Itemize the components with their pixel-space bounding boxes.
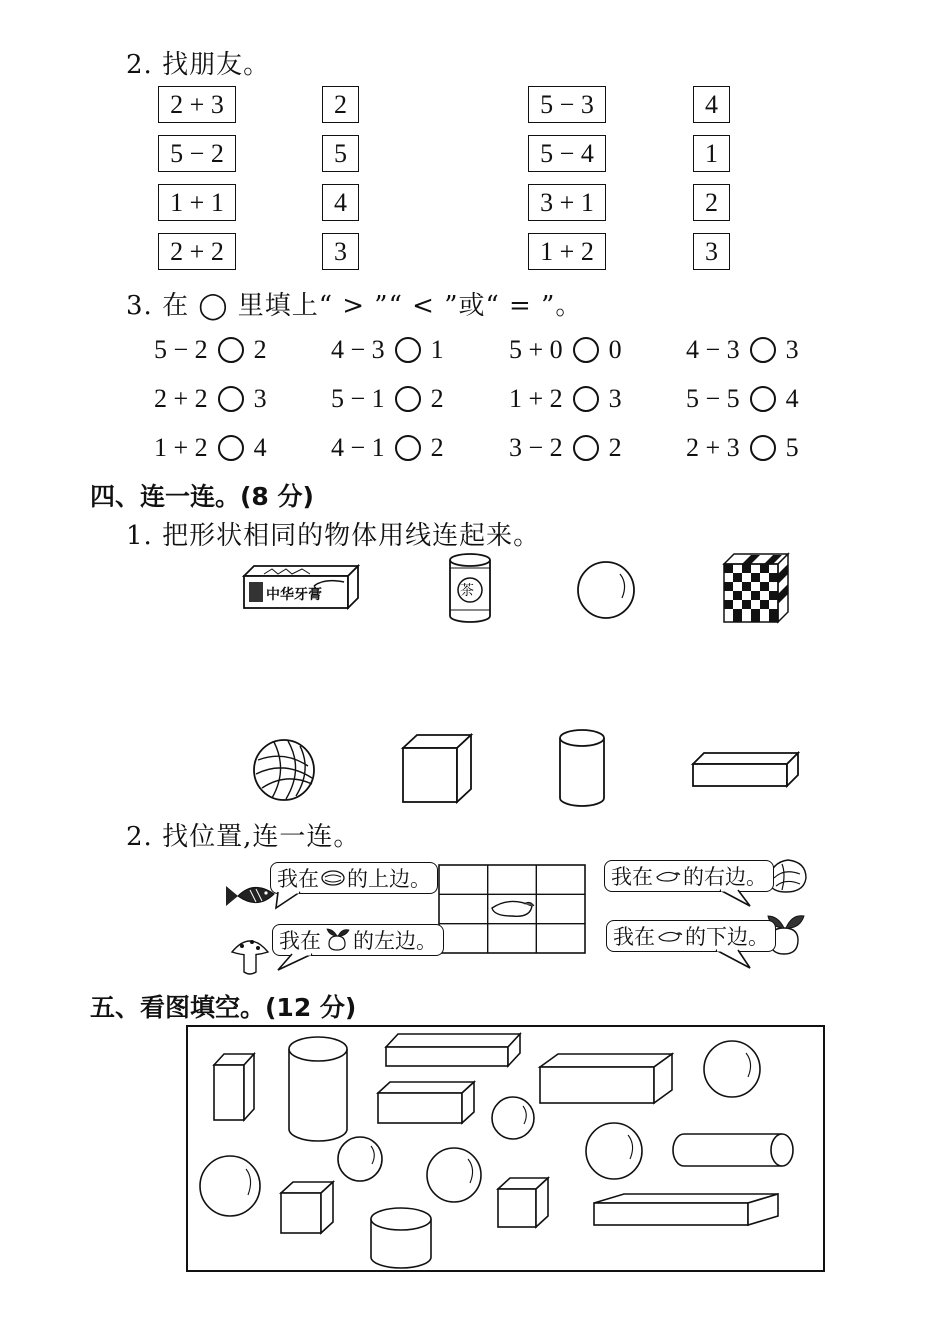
toothpaste-label: 中华牙膏: [266, 587, 322, 603]
big-cuboid-shape: [540, 1054, 672, 1103]
left-expr: 2 + 2: [154, 384, 208, 413]
sphere-shape: [200, 1156, 260, 1216]
left-expr: 4 − 3: [686, 335, 740, 364]
shapes-picture-frame: [186, 1025, 826, 1273]
medium-cuboid-shape: [378, 1082, 474, 1123]
right-value: 3: [608, 384, 622, 413]
sec4-q1-title: 1. 把形状相同的物体用线连起来。: [126, 521, 541, 551]
flat-cuboid-shape: [594, 1194, 778, 1225]
expr-box[interactable]: 3 + 1: [528, 184, 606, 221]
left-expr: 2 + 3: [686, 433, 740, 462]
speech-bubble-below: [606, 920, 776, 952]
right-value: 5: [785, 433, 799, 462]
expr-box[interactable]: 1 + 2: [528, 233, 606, 270]
short-cylinder-shape: [371, 1208, 431, 1268]
left-expr: 1 + 2: [509, 384, 563, 413]
q2-title: 2. 找朋友。: [126, 50, 271, 80]
cube-image[interactable]: [402, 734, 474, 804]
left-expr: 5 − 1: [331, 384, 385, 413]
answer-circle[interactable]: [218, 386, 244, 412]
bubble-text-pre: 我在: [277, 867, 319, 891]
comparison-item: [154, 381, 267, 417]
tall-cuboid-shape: [214, 1054, 254, 1120]
eggplant-small-icon: [655, 868, 681, 884]
bubble-text-post: 的上边。: [347, 867, 431, 891]
speech-bubble-left: [272, 924, 444, 956]
comparison-item: [154, 332, 267, 368]
right-value: 2: [430, 433, 444, 462]
answer-circle[interactable]: [750, 337, 776, 363]
sec4-q2-title: 2. 找位置,连一连。: [126, 822, 361, 852]
sphere-shape: [492, 1097, 534, 1139]
answer-circle[interactable]: [573, 337, 599, 363]
number-box[interactable]: 4: [693, 86, 730, 123]
comparison-item: [154, 430, 267, 466]
left-expr: 1 + 2: [154, 433, 208, 462]
comparison-item: [686, 332, 799, 368]
section-4-title: 四、连一连。(8 分): [90, 482, 314, 511]
answer-circle[interactable]: [573, 386, 599, 412]
comparison-item: [331, 430, 444, 466]
right-value: 4: [253, 433, 267, 462]
answer-circle[interactable]: [218, 435, 244, 461]
left-expr: 5 − 2: [154, 335, 208, 364]
right-value: 4: [785, 384, 799, 413]
yarn-ball-image[interactable]: [252, 738, 316, 802]
answer-circle[interactable]: [395, 435, 421, 461]
left-expr: 5 + 0: [509, 335, 563, 364]
bubble-text-pre: 我在: [611, 865, 653, 889]
left-expr: 4 − 3: [331, 335, 385, 364]
sphere-shape: [586, 1123, 642, 1179]
radish-small-icon: [323, 928, 351, 952]
comparison-item: [509, 430, 622, 466]
tea-label: 茶: [460, 583, 474, 599]
answer-circle[interactable]: [573, 435, 599, 461]
answer-circle[interactable]: [395, 337, 421, 363]
small-cube-shape: [281, 1182, 333, 1233]
number-box[interactable]: 4: [322, 184, 359, 221]
comparison-item: [331, 381, 444, 417]
expr-box[interactable]: 5 − 2: [158, 135, 236, 172]
sphere-shape: [704, 1041, 760, 1097]
comparison-item: [686, 381, 799, 417]
answer-circle[interactable]: [750, 386, 776, 412]
ball-image[interactable]: [576, 560, 636, 620]
nut-icon: [321, 869, 345, 887]
large-cylinder-shape: [289, 1037, 347, 1141]
long-cuboid-shape: [386, 1034, 520, 1066]
comparison-item: [331, 332, 444, 368]
cuboid-image[interactable]: [692, 752, 800, 788]
bubble-text-post: 的下边。: [685, 925, 769, 949]
comparison-item: [686, 430, 799, 466]
position-grid: [438, 864, 588, 956]
right-value: 3: [253, 384, 267, 413]
bubble-tail: [278, 954, 318, 972]
small-cube-shape: [498, 1178, 548, 1227]
right-value: 1: [430, 335, 444, 364]
bubble-tail: [718, 890, 752, 908]
right-value: 2: [253, 335, 267, 364]
comparison-item: [509, 381, 622, 417]
mushroom-icon[interactable]: [230, 934, 270, 978]
right-value: 0: [608, 335, 622, 364]
left-expr: 3 − 2: [509, 433, 563, 462]
section-5-title: 五、看图填空。(12 分): [90, 993, 357, 1022]
answer-circle[interactable]: [218, 337, 244, 363]
cylinder-image[interactable]: [558, 728, 606, 808]
left-expr: 5 − 5: [686, 384, 740, 413]
number-box[interactable]: 2: [322, 86, 359, 123]
number-box[interactable]: 3: [322, 233, 359, 270]
bubble-text-pre: 我在: [279, 929, 321, 953]
bubble-text-post: 的右边。: [683, 865, 767, 889]
answer-circle[interactable]: [395, 386, 421, 412]
right-value: 2: [608, 433, 622, 462]
right-value: 2: [430, 384, 444, 413]
bubble-tail: [276, 892, 306, 910]
sphere-shape: [338, 1137, 382, 1181]
expr-box[interactable]: 2 + 3: [158, 86, 236, 123]
q3-title: 3. 在 ◯ 里填上“ > ”“ < ”或“ = ”。: [126, 291, 583, 321]
left-expr: 4 − 1: [331, 433, 385, 462]
number-box[interactable]: 1: [693, 135, 730, 172]
number-box[interactable]: 2: [693, 184, 730, 221]
horizontal-cylinder-shape: [673, 1134, 793, 1166]
bubble-text-post: 的左边。: [353, 929, 437, 953]
eggplant-small-icon: [657, 928, 683, 944]
rubik-cube-image[interactable]: [724, 554, 790, 624]
number-box[interactable]: 3: [693, 233, 730, 270]
expr-box[interactable]: 2 + 2: [158, 233, 236, 270]
speech-bubble-above: [270, 862, 438, 894]
expr-box[interactable]: 5 − 3: [528, 86, 606, 123]
number-box[interactable]: 5: [322, 135, 359, 172]
speech-bubble-right: [604, 860, 774, 892]
right-value: 3: [785, 335, 799, 364]
comparison-item: [509, 332, 622, 368]
bubble-text-pre: 我在: [613, 925, 655, 949]
bubble-tail: [714, 950, 754, 970]
expr-box[interactable]: 1 + 1: [158, 184, 236, 221]
answer-circle[interactable]: [750, 435, 776, 461]
sphere-shape: [427, 1148, 481, 1202]
expr-box[interactable]: 5 − 4: [528, 135, 606, 172]
